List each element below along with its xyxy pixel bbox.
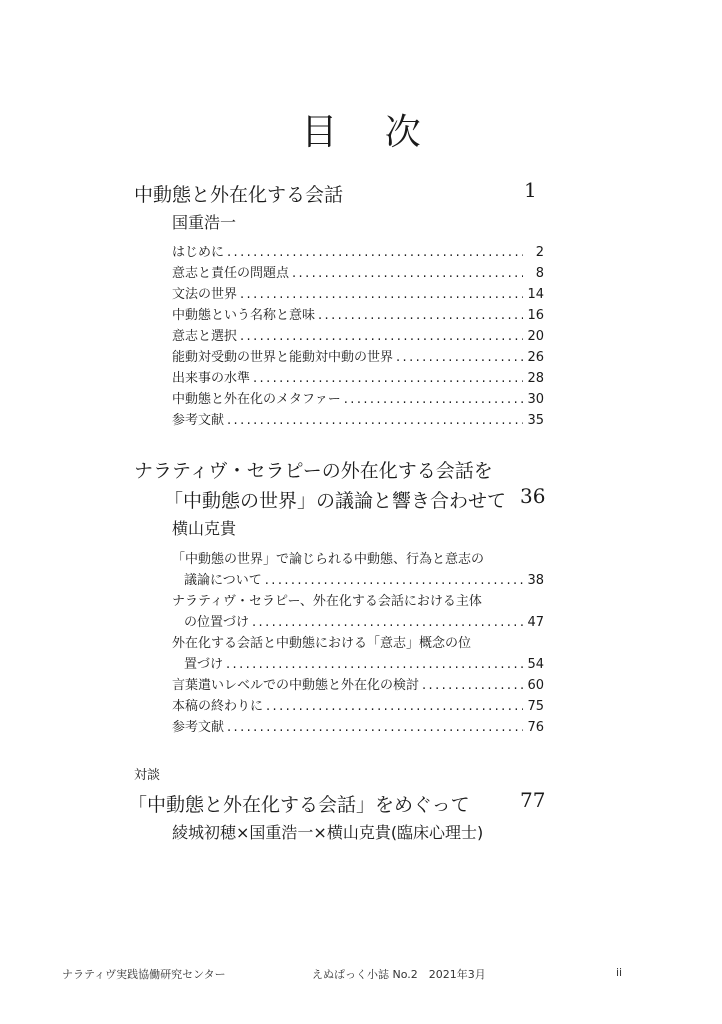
toc-entry: [172, 325, 544, 343]
section-3-page: 77: [520, 788, 546, 812]
leader-dots: [227, 720, 523, 735]
leader-dots: [292, 266, 523, 281]
toc-entry-label: の位置づけ: [184, 615, 250, 630]
toc-entry-label: 文法の世界: [172, 287, 238, 302]
toc-entry: [172, 283, 544, 301]
toc-entry-page: 30: [527, 392, 544, 407]
toc-entry: [172, 367, 544, 385]
leader-dots: [252, 615, 523, 630]
toc-entry-label: 本稿の終わりに: [172, 699, 264, 714]
footer-organization: ナラティヴ実践協働研究センター: [62, 968, 226, 981]
leader-dots: [227, 413, 523, 428]
leader-dots: [253, 371, 523, 386]
toc-entry-label: 議論について: [184, 573, 262, 588]
toc-entry-label-line1: 外在化する会話と中動態における「意志」概念の位: [172, 636, 472, 651]
section-3-category: 対談: [134, 768, 161, 783]
leader-dots: [227, 245, 523, 260]
toc-entry-page: 14: [527, 287, 544, 302]
toc-entry-page: 35: [527, 413, 544, 428]
leader-dots: [265, 573, 523, 588]
toc-entry: [172, 304, 544, 322]
toc-entry-label: 意志と選択: [172, 329, 238, 344]
section-2-title-line2: 「中動態の世界」の議論と響き合わせて: [164, 490, 507, 512]
toc-entry-page: 47: [527, 615, 544, 630]
toc-entry: [184, 653, 544, 671]
section-1-title: 中動態と外在化する会話: [134, 184, 344, 206]
toc-entry: [172, 674, 544, 692]
page-title: 目 次: [301, 112, 439, 153]
toc-entry-label: 能動対受動の世界と能動対中動の世界: [172, 350, 394, 365]
toc-entry-label-line1: ナラティヴ・セラピー、外在化する会話における主体: [172, 594, 482, 609]
leader-dots: [318, 308, 523, 323]
toc-entry-label: 出来事の水準: [172, 371, 251, 386]
toc-entry: [172, 388, 544, 406]
section-3-participants: 綾城初穂×国重浩一×横山克貴(臨床心理士): [172, 823, 484, 842]
toc-entry: [172, 409, 544, 427]
footer-page-number: ii: [616, 966, 623, 979]
toc-entry-page: 16: [527, 308, 544, 323]
section-1-page: 1: [524, 178, 537, 202]
leader-dots: [396, 350, 523, 365]
toc-entry-label: 参考文献: [172, 720, 225, 735]
toc-entry-label: はじめに: [172, 245, 225, 260]
toc-entry-page: 75: [527, 699, 544, 714]
toc-entry: [172, 695, 544, 713]
toc-entry: [184, 611, 544, 629]
footer-publication: えぬぱっく小誌 No.2 2021年3月: [312, 968, 486, 981]
toc-entry-page: 28: [527, 371, 544, 386]
toc-entry-label: 意志と責任の問題点: [172, 266, 290, 281]
leader-dots: [266, 699, 523, 714]
toc-entry: [172, 262, 544, 280]
toc-entry-page: 2: [535, 245, 544, 260]
toc-entry-label-line1: 「中動態の世界」で論じられる中動態、行為と意志の: [172, 552, 485, 567]
toc-entry-page: 20: [527, 329, 544, 344]
toc-entry-page: 38: [527, 573, 544, 588]
section-2-author: 横山克貴: [172, 519, 237, 538]
toc-entry: [172, 716, 544, 734]
toc-entry-page: 54: [527, 657, 544, 672]
toc-entry: [172, 346, 544, 364]
leader-dots: [422, 678, 523, 693]
toc-entry-label: 言葉遣いレベルでの中動態と外在化の検討: [172, 678, 420, 693]
toc-entry-page: 8: [535, 266, 544, 281]
toc-entry-page: 76: [527, 720, 544, 735]
leader-dots: [240, 287, 523, 302]
toc-entry-label: 参考文献: [172, 413, 225, 428]
toc-entry: [184, 569, 544, 587]
toc-entry-label: 置づけ: [184, 657, 224, 672]
toc-entry-page: 26: [527, 350, 544, 365]
toc-entry: [172, 241, 544, 259]
section-1-author: 国重浩一: [172, 213, 237, 232]
leader-dots: [344, 392, 523, 407]
toc-entry-label: 中動態と外在化のメタファー: [172, 392, 341, 407]
section-3-title: 「中動態と外在化する会話」をめぐって: [128, 794, 470, 816]
section-2-page: 36: [520, 484, 546, 508]
leader-dots: [226, 657, 523, 672]
section-2-title-line1: ナラティヴ・セラピーの外在化する会話を: [134, 460, 493, 482]
toc-entry-page: 60: [527, 678, 544, 693]
leader-dots: [240, 329, 523, 344]
toc-entry-label: 中動態という名称と意味: [172, 308, 316, 323]
